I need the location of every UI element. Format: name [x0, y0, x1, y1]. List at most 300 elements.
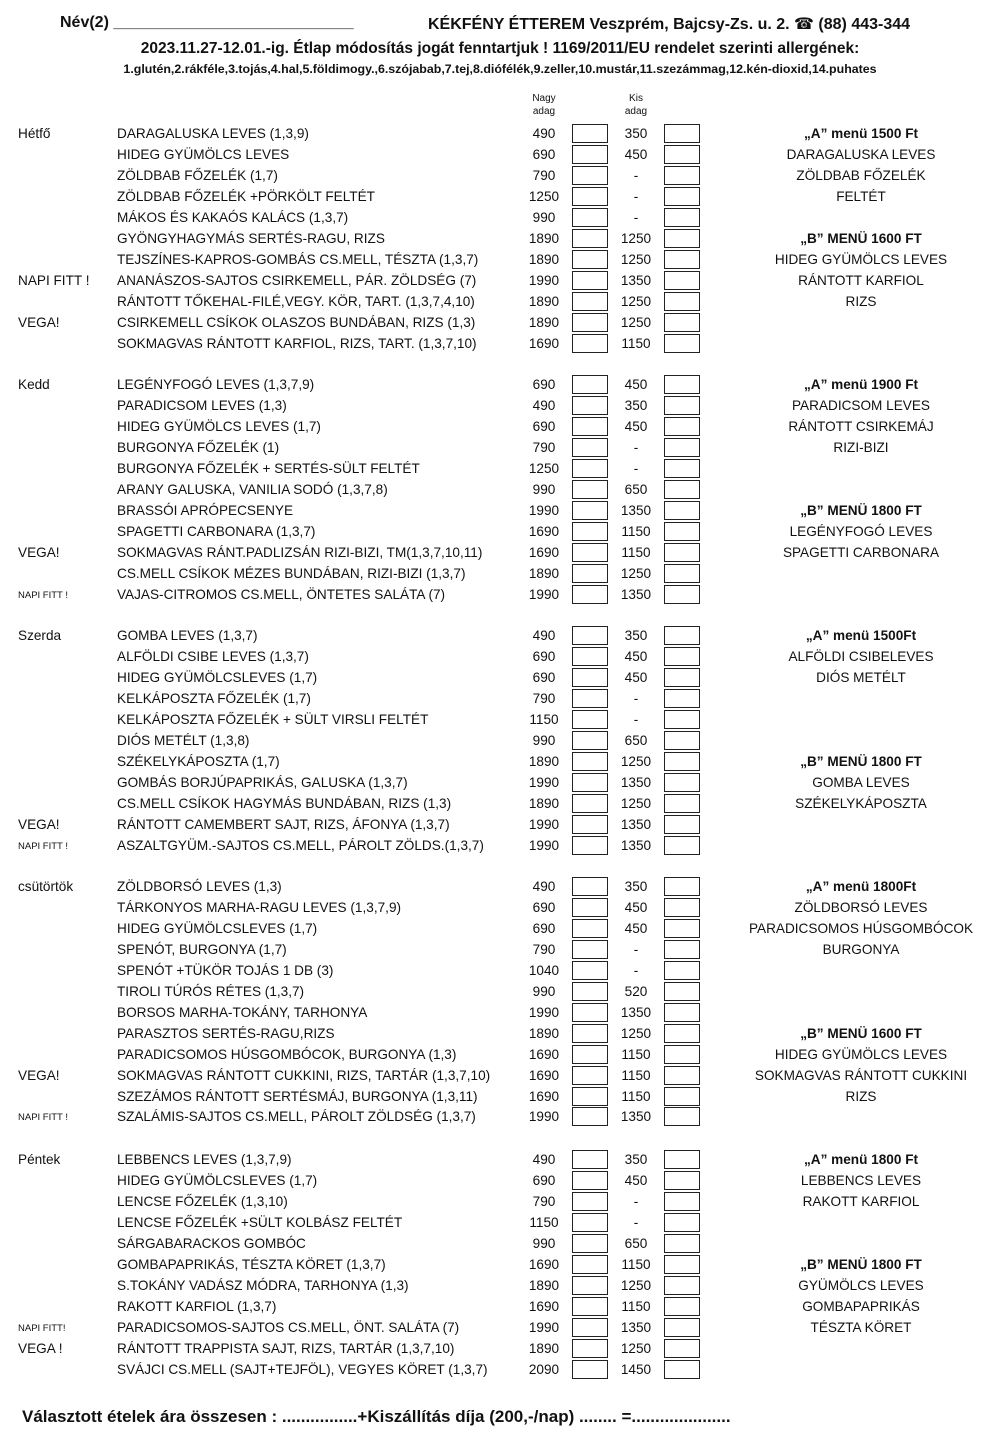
large-order-box[interactable]	[572, 459, 608, 478]
menu-row	[0, 334, 1000, 355]
menu-row	[0, 501, 1000, 522]
small-order-box[interactable]	[664, 438, 700, 457]
small-price: 1250	[620, 1341, 652, 1356]
large-order-box[interactable]	[572, 292, 608, 311]
dish-name: MÁKOS ÉS KAKAÓS KALÁCS (1,3,7)	[117, 210, 349, 225]
small-order-box[interactable]	[664, 940, 700, 959]
daily-menu-text: „A” menü 1800 Ft	[803, 1152, 919, 1167]
large-order-box[interactable]	[572, 271, 608, 290]
large-order-box[interactable]	[572, 689, 608, 708]
menu-row	[0, 1045, 1000, 1066]
daily-menu-text: FELTÉT	[836, 189, 886, 204]
small-price: 1250	[620, 294, 652, 309]
small-order-box[interactable]	[664, 480, 700, 499]
small-price: 1350	[620, 817, 652, 832]
menu-row	[0, 1087, 1000, 1108]
large-order-box[interactable]	[572, 1360, 608, 1379]
small-order-box[interactable]	[664, 1192, 700, 1211]
dish-name: ARANY GALUSKA, VANILIA SODÓ (1,3,7,8)	[117, 482, 388, 497]
small-price: 1250	[620, 1278, 652, 1293]
daily-menu-text: HIDEG GYÜMÖLCS LEVES	[774, 252, 948, 267]
menu-row	[0, 836, 1000, 857]
large-order-box[interactable]	[572, 836, 608, 855]
dish-name: SÁRGABARACKOS GOMBÓC	[117, 1236, 306, 1251]
large-order-box[interactable]	[572, 313, 608, 332]
small-order-box[interactable]	[664, 1045, 700, 1064]
small-order-box[interactable]	[664, 1107, 700, 1126]
daily-menu-text: „A” menü 1500 Ft	[803, 126, 919, 141]
large-order-box[interactable]	[572, 1297, 608, 1316]
small-order-box[interactable]	[664, 229, 700, 248]
small-price: 1150	[621, 545, 651, 560]
dish-name: KELKÁPOSZTA FŐZELÉK (1,7)	[117, 691, 311, 706]
large-order-box[interactable]	[572, 1045, 608, 1064]
small-order-box[interactable]	[664, 124, 700, 143]
row-tag: VEGA!	[18, 545, 60, 560]
small-price: -	[633, 461, 639, 476]
menu-row	[0, 898, 1000, 919]
daily-menu-text: PARADICSOMOS HÚSGOMBÓCOK	[748, 921, 974, 936]
menu-row	[0, 250, 1000, 271]
dish-name: PARASZTOS SERTÉS-RAGU,RIZS	[117, 1026, 335, 1041]
dish-name: TIROLI TÚRÓS RÉTES (1,3,7)	[117, 984, 305, 999]
dish-name: GOMBA LEVES (1,3,7)	[117, 628, 258, 643]
small-order-box[interactable]	[664, 1360, 700, 1379]
small-order-box[interactable]	[664, 710, 700, 729]
large-price: 1990	[528, 817, 560, 832]
large-price: 1990	[528, 1320, 560, 1335]
dish-name: ASZALTGYÜM.-SAJTOS CS.MELL, PÁROLT ZÖLDS.(1,3,7)	[117, 838, 484, 853]
large-order-box[interactable]	[572, 1276, 608, 1295]
large-price: 1150	[529, 712, 559, 727]
large-order-box[interactable]	[572, 919, 608, 938]
large-order-box[interactable]	[572, 710, 608, 729]
small-order-box[interactable]	[664, 334, 700, 353]
menu-row	[0, 1213, 1000, 1234]
menu-row	[0, 313, 1000, 334]
small-order-box[interactable]	[664, 626, 700, 645]
large-price: 690	[532, 921, 556, 936]
order-total-line: Választott ételek ára összesen : ................+Kiszállítás díja (200,-/nap) ........ =.....................	[22, 1407, 731, 1426]
menu-row	[0, 208, 1000, 229]
menu-row	[0, 647, 1000, 668]
small-price: 350	[624, 126, 648, 141]
dish-name: HIDEG GYÜMÖLCSLEVES (1,7)	[117, 1173, 318, 1188]
large-order-box[interactable]	[572, 145, 608, 164]
small-order-box[interactable]	[664, 166, 700, 185]
small-price: -	[633, 189, 639, 204]
daily-menu-text: „B” MENÜ 1800 FT	[800, 754, 922, 769]
large-price: 790	[532, 168, 556, 183]
dish-name: LEGÉNYFOGÓ LEVES (1,3,7,9)	[117, 377, 315, 392]
small-price: 450	[624, 377, 648, 392]
large-order-box[interactable]	[572, 752, 608, 771]
large-order-box[interactable]	[572, 1024, 608, 1043]
dish-name: RÁNTOTT TRAPPISTA SAJT, RIZS, TARTÁR (1,3,7,10)	[117, 1341, 455, 1356]
dish-name: GOMBAPAPRIKÁS, TÉSZTA KÖRET (1,3,7)	[117, 1257, 386, 1272]
large-price: 690	[532, 419, 556, 434]
menu-row	[0, 815, 1000, 836]
small-price: 450	[624, 147, 648, 162]
small-order-box[interactable]	[664, 1234, 700, 1253]
small-price: -	[633, 210, 639, 225]
large-order-box[interactable]	[572, 898, 608, 917]
large-price: 690	[532, 670, 556, 685]
large-order-box[interactable]	[572, 626, 608, 645]
large-order-box[interactable]	[572, 877, 608, 896]
small-order-box[interactable]	[664, 585, 700, 604]
dish-name: LENCSE FŐZELÉK (1,3,10)	[117, 1194, 288, 1209]
small-price: 1350	[620, 1109, 652, 1124]
large-price: 1990	[528, 1005, 560, 1020]
small-order-box[interactable]	[664, 1150, 700, 1169]
small-order-box[interactable]	[664, 961, 700, 980]
large-order-box[interactable]	[572, 522, 608, 541]
small-header-line1: Kis	[629, 93, 643, 104]
large-order-box[interactable]	[572, 647, 608, 666]
menu-row	[0, 1234, 1000, 1255]
small-order-box[interactable]	[664, 271, 700, 290]
small-order-box[interactable]	[664, 773, 700, 792]
dish-name: S.TOKÁNY VADÁSZ MÓDRA, TARHONYA (1,3)	[117, 1278, 409, 1293]
small-price: 1150	[621, 524, 651, 539]
menu-row	[0, 292, 1000, 313]
menu-row	[0, 396, 1000, 417]
small-price: 1350	[620, 503, 652, 518]
large-order-box[interactable]	[572, 375, 608, 394]
small-order-box[interactable]	[664, 208, 700, 227]
small-price: -	[633, 1194, 639, 1209]
daily-menu-text: RÁNTOTT KARFIOL	[798, 273, 924, 288]
menu-row	[0, 480, 1000, 501]
small-order-box[interactable]	[664, 501, 700, 520]
small-order-box[interactable]	[664, 1066, 700, 1085]
menu-row	[0, 668, 1000, 689]
large-order-box[interactable]	[572, 564, 608, 583]
large-order-box[interactable]	[572, 1213, 608, 1232]
small-order-box[interactable]	[664, 919, 700, 938]
large-price: 1690	[528, 1047, 560, 1062]
dish-name: BRASSÓI APRÓPECSENYE	[117, 503, 294, 518]
row-tag: csütörtök	[18, 879, 74, 894]
small-order-box[interactable]	[664, 1255, 700, 1274]
small-price: 520	[624, 984, 648, 999]
small-order-box[interactable]	[664, 292, 700, 311]
large-price: 990	[532, 210, 556, 225]
daily-menu-text: „A” menü 1500Ft	[805, 628, 917, 643]
small-order-box[interactable]	[664, 1276, 700, 1295]
small-order-box[interactable]	[664, 375, 700, 394]
dish-name: CSIRKEMELL CSÍKOK OLASZOS BUNDÁBAN, RIZS (1,3)	[117, 315, 476, 330]
dish-name: ZÖLDBORSÓ LEVES (1,3)	[117, 879, 282, 894]
row-tag: NAPI FITT!	[18, 1323, 66, 1334]
row-tag: VEGA !	[18, 1341, 63, 1356]
row-tag: Hétfő	[18, 126, 51, 141]
dish-name: ALFÖLDI CSIBE LEVES (1,3,7)	[117, 649, 309, 664]
row-tag: NAPI FITT !	[18, 273, 90, 288]
daily-menu-text: RÁNTOTT CSIRKEMÁJ	[788, 419, 934, 434]
large-order-box[interactable]	[572, 731, 608, 750]
large-order-box[interactable]	[572, 1150, 608, 1169]
menu-row	[0, 543, 1000, 564]
small-price: 650	[624, 1236, 648, 1251]
large-price: 490	[532, 1152, 556, 1167]
small-order-box[interactable]	[664, 313, 700, 332]
daily-menu-text: LEBBENCS LEVES	[800, 1173, 922, 1188]
dish-name: KELKÁPOSZTA FŐZELÉK + SÜLT VIRSLI FELTÉT	[117, 712, 429, 727]
menu-row	[0, 877, 1000, 898]
small-price: 1250	[620, 252, 652, 267]
daily-menu-text: GOMBAPAPRIKÁS	[802, 1299, 920, 1314]
large-price: 1890	[528, 294, 560, 309]
small-order-box[interactable]	[664, 543, 700, 562]
daily-menu-text: „A” menü 1800Ft	[805, 879, 917, 894]
small-order-box[interactable]	[664, 689, 700, 708]
dish-name: SOKMAGVAS RÁNTOTT CUKKINI, RIZS, TARTÁR (1,3,7,10)	[117, 1068, 491, 1083]
dish-name: SOKMAGVAS RÁNTOTT KARFIOL, RIZS, TART. (1,3,7,10)	[117, 336, 477, 351]
dish-name: HIDEG GYÜMÖLCS LEVES	[117, 147, 290, 162]
large-order-box[interactable]	[572, 1339, 608, 1358]
large-price: 1690	[528, 545, 560, 560]
large-order-box[interactable]	[572, 250, 608, 269]
small-price: 1150	[621, 1299, 651, 1314]
small-order-box[interactable]	[664, 1024, 700, 1043]
dish-name: HIDEG GYÜMÖLCSLEVES (1,7)	[117, 670, 318, 685]
small-order-box[interactable]	[664, 459, 700, 478]
large-price: 1990	[528, 503, 560, 518]
small-order-box[interactable]	[664, 752, 700, 771]
large-order-box[interactable]	[572, 1107, 608, 1126]
large-order-box[interactable]	[572, 417, 608, 436]
small-price: -	[633, 963, 639, 978]
dish-name: SZALÁMIS-SAJTOS CS.MELL, PÁROLT ZÖLDSÉG (1,3,7)	[117, 1109, 476, 1124]
large-order-box[interactable]	[572, 501, 608, 520]
large-price: 990	[532, 733, 556, 748]
menu-row	[0, 1297, 1000, 1318]
large-price: 1690	[528, 1299, 560, 1314]
row-tag: VEGA!	[18, 817, 60, 832]
dish-name: LENCSE FŐZELÉK +SÜLT KOLBÁSZ FELTÉT	[117, 1215, 403, 1230]
large-order-box[interactable]	[572, 396, 608, 415]
menu-row	[0, 752, 1000, 773]
small-price: 1250	[620, 231, 652, 246]
small-order-box[interactable]	[664, 1339, 700, 1358]
small-price: 1250	[620, 754, 652, 769]
large-price: 1150	[529, 1215, 559, 1230]
small-price: 1150	[621, 1089, 651, 1104]
small-order-box[interactable]	[664, 187, 700, 206]
daily-menu-text: ALFÖLDI CSIBELEVES	[788, 649, 934, 664]
large-price: 690	[532, 1173, 556, 1188]
small-order-box[interactable]	[664, 898, 700, 917]
small-order-box[interactable]	[664, 836, 700, 855]
dish-name: CS.MELL CSÍKOK HAGYMÁS BUNDÁBAN, RIZS (1,3)	[117, 796, 452, 811]
small-price: 650	[624, 733, 648, 748]
menu-row	[0, 919, 1000, 940]
dish-name: RÁNTOTT TŐKEHAL-FILÉ,VEGY. KÖR, TART. (1,3,7,4,10)	[117, 294, 475, 309]
daily-menu-text: „B” MENÜ 1800 FT	[800, 1257, 922, 1272]
small-order-box[interactable]	[664, 522, 700, 541]
large-order-box[interactable]	[572, 982, 608, 1001]
menu-row	[0, 375, 1000, 396]
menu-row	[0, 585, 1000, 606]
large-price: 690	[532, 900, 556, 915]
large-order-box[interactable]	[572, 668, 608, 687]
daily-menu-text: BURGONYA	[822, 942, 900, 957]
small-order-box[interactable]	[664, 564, 700, 583]
large-order-box[interactable]	[572, 229, 608, 248]
dish-name: SZEZÁMOS RÁNTOTT SERTÉSMÁJ, BURGONYA (1,3,11)	[117, 1089, 478, 1104]
small-price: 450	[624, 900, 648, 915]
large-order-box[interactable]	[572, 1192, 608, 1211]
menu-row	[0, 1318, 1000, 1339]
small-order-box[interactable]	[664, 145, 700, 164]
large-order-box[interactable]	[572, 961, 608, 980]
small-order-box[interactable]	[664, 982, 700, 1001]
large-order-box[interactable]	[572, 543, 608, 562]
dish-name: RÁNTOTT CAMEMBERT SAJT, RIZS, ÁFONYA (1,3,7)	[117, 817, 450, 832]
large-price: 790	[532, 691, 556, 706]
large-price: 1990	[528, 587, 560, 602]
small-order-box[interactable]	[664, 668, 700, 687]
menu-row	[0, 626, 1000, 647]
row-tag: Kedd	[18, 377, 50, 392]
menu-row	[0, 438, 1000, 459]
large-price: 490	[532, 628, 556, 643]
menu-row	[0, 417, 1000, 438]
small-order-box[interactable]	[664, 877, 700, 896]
small-price: -	[633, 691, 639, 706]
small-order-box[interactable]	[664, 1318, 700, 1337]
dish-name: ZÖLDBAB FŐZELÉK +PÖRKÖLT FELTÉT	[117, 189, 375, 204]
small-price: 1150	[621, 1257, 651, 1272]
row-tag: NAPI FITT !	[18, 1112, 68, 1123]
small-price: 450	[624, 419, 648, 434]
daily-menu-text: RIZS	[845, 1089, 877, 1104]
large-price: 1690	[528, 1068, 560, 1083]
small-price: 650	[624, 482, 648, 497]
small-price: -	[633, 712, 639, 727]
large-price: 1890	[528, 231, 560, 246]
menu-row	[0, 1276, 1000, 1297]
daily-menu-text: „B” MENÜ 1600 FT	[800, 1026, 922, 1041]
dish-name: RAKOTT KARFIOL (1,3,7)	[117, 1299, 277, 1314]
large-price: 690	[532, 147, 556, 162]
large-price: 790	[532, 1194, 556, 1209]
menu-row	[0, 1192, 1000, 1213]
small-order-box[interactable]	[664, 1087, 700, 1106]
small-order-box[interactable]	[664, 1171, 700, 1190]
menu-row	[0, 145, 1000, 166]
dish-name: TÁRKONYOS MARHA-RAGU LEVES (1,3,7,9)	[117, 900, 402, 915]
large-order-box[interactable]	[572, 1255, 608, 1274]
daily-menu-text: DIÓS METÉLT	[816, 670, 906, 685]
small-order-box[interactable]	[664, 794, 700, 813]
small-order-box[interactable]	[664, 647, 700, 666]
name-field[interactable]: Név(2) ___________________________	[60, 14, 354, 31]
dish-name: PARADICSOM LEVES (1,3)	[117, 398, 287, 413]
large-order-box[interactable]	[572, 438, 608, 457]
small-order-box[interactable]	[664, 815, 700, 834]
small-price: 350	[624, 1152, 648, 1167]
small-order-box[interactable]	[664, 1213, 700, 1232]
small-price: 350	[624, 628, 648, 643]
menu-row	[0, 271, 1000, 292]
row-tag: VEGA!	[18, 1068, 60, 1083]
large-price: 1890	[528, 1341, 560, 1356]
dish-name: TEJSZÍNES-KAPROS-GOMBÁS CS.MELL, TÉSZTA (1,3,7)	[117, 252, 479, 267]
allergen-list: 1.glutén,2.rákféle,3.tojás,4.hal,5.földimogy.,6.szójabab,7.tej,8.diófélék,9.zeller,10.mustár,11.szezámmag,12.kén-dioxid,14.puhates	[123, 62, 877, 76]
large-order-box[interactable]	[572, 1003, 608, 1022]
daily-menu-text: ZÖLDBORSÓ LEVES	[794, 900, 928, 915]
small-price: 1350	[620, 838, 652, 853]
large-order-box[interactable]	[572, 480, 608, 499]
dish-name: SVÁJCI CS.MELL (SAJT+TEJFÖL), VEGYES KÖRET (1,3,7)	[117, 1362, 488, 1377]
large-order-box[interactable]	[572, 1087, 608, 1106]
row-tag: Péntek	[18, 1152, 61, 1167]
small-header-line2: adag	[624, 106, 648, 117]
large-order-box[interactable]	[572, 1234, 608, 1253]
small-order-box[interactable]	[664, 1297, 700, 1316]
large-order-box[interactable]	[572, 187, 608, 206]
dish-name: DARAGALUSKA LEVES (1,3,9)	[117, 126, 309, 141]
small-order-box[interactable]	[664, 417, 700, 436]
large-order-box[interactable]	[572, 334, 608, 353]
large-order-box[interactable]	[572, 815, 608, 834]
large-order-box[interactable]	[572, 1318, 608, 1337]
small-price: 450	[624, 670, 648, 685]
menu-notice: 2023.11.27-12.01.-ig. Étlap módosítás jogát fenntartjuk ! 1169/2011/EU rendelet szerinti allergének:	[140, 40, 860, 57]
daily-menu-text: „B” MENÜ 1800 FT	[800, 503, 922, 518]
small-order-box[interactable]	[664, 250, 700, 269]
large-order-box[interactable]	[572, 940, 608, 959]
large-price: 2090	[528, 1362, 560, 1377]
small-price: -	[633, 440, 639, 455]
large-order-box[interactable]	[572, 208, 608, 227]
large-order-box[interactable]	[572, 1171, 608, 1190]
large-order-box[interactable]	[572, 773, 608, 792]
daily-menu-text: „A” menü 1900 Ft	[803, 377, 919, 392]
small-order-box[interactable]	[664, 396, 700, 415]
menu-row	[0, 166, 1000, 187]
large-order-box[interactable]	[572, 124, 608, 143]
large-order-box[interactable]	[572, 794, 608, 813]
small-price: 1150	[621, 1068, 651, 1083]
restaurant-info: KÉKFÉNY ÉTTEREM Veszprém, Bajcsy-Zs. u. 2. ☎ (88) 443-344	[428, 16, 911, 33]
menu-row	[0, 1003, 1000, 1024]
large-order-box[interactable]	[572, 166, 608, 185]
menu-row	[0, 564, 1000, 585]
daily-menu-text: RIZI-BIZI	[833, 440, 889, 455]
small-price: 1250	[620, 796, 652, 811]
menu-row	[0, 710, 1000, 731]
menu-row	[0, 794, 1000, 815]
menu-row	[0, 1339, 1000, 1360]
menu-row	[0, 1171, 1000, 1192]
small-order-box[interactable]	[664, 1003, 700, 1022]
small-price: 1350	[620, 1005, 652, 1020]
dish-name: ANANÁSZOS-SAJTOS CSIRKEMELL, PÁR. ZÖLDSÉG (7)	[117, 273, 477, 288]
large-order-box[interactable]	[572, 1066, 608, 1085]
daily-menu-text: „B” MENÜ 1600 FT	[800, 231, 922, 246]
small-order-box[interactable]	[664, 731, 700, 750]
daily-menu-text: PARADICSOM LEVES	[792, 398, 930, 413]
small-price: 450	[624, 1173, 648, 1188]
dish-name: BURGONYA FŐZELÉK (1)	[117, 440, 280, 455]
large-order-box[interactable]	[572, 585, 608, 604]
menu-row	[0, 1255, 1000, 1276]
daily-menu-text: SZÉKELYKÁPOSZTA	[795, 796, 927, 811]
